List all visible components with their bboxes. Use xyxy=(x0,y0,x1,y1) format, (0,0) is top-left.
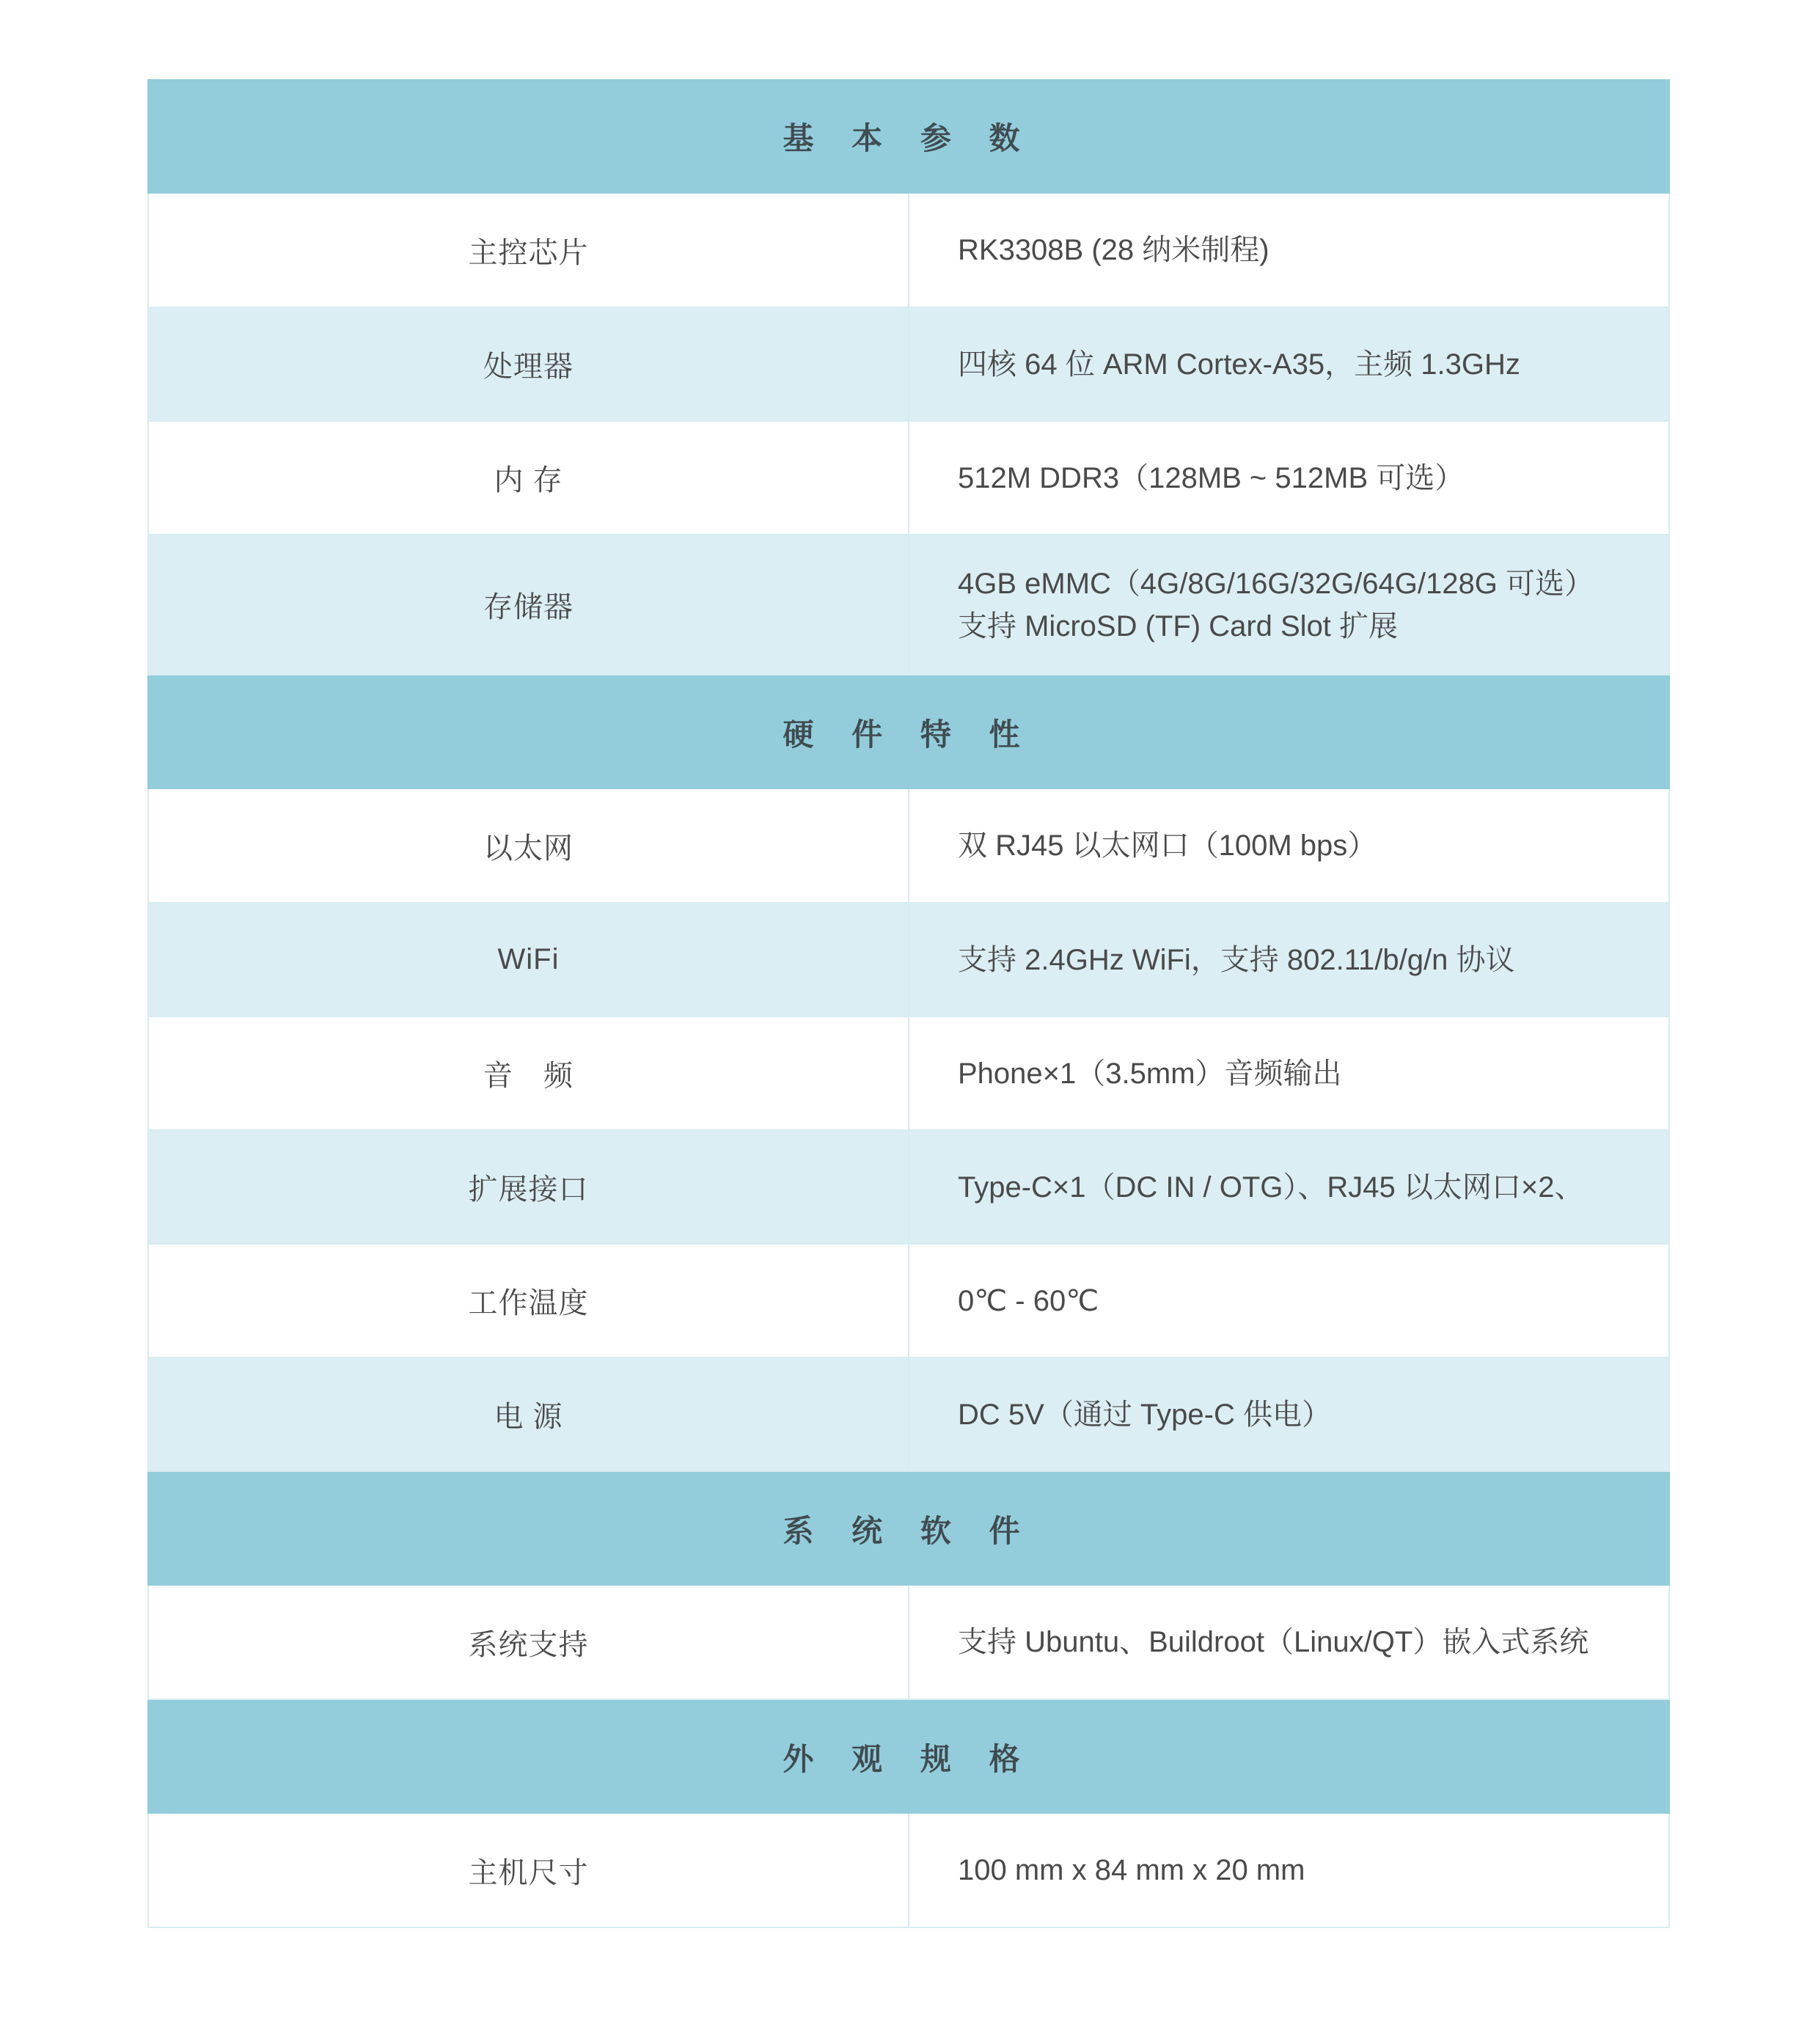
spec-label-cell xyxy=(148,1358,909,1471)
spec-value-cell xyxy=(909,421,1669,535)
spec-row xyxy=(148,1016,1669,1130)
spec-value-cell xyxy=(909,789,1669,903)
spec-label-cell xyxy=(148,1586,909,1699)
spec-row xyxy=(148,535,1669,675)
spec-value-line: 512M DDR3（128MB ~ 512MB 可选） xyxy=(958,461,1465,494)
spec-label-cell xyxy=(148,535,909,675)
section-header-row xyxy=(148,79,1669,194)
spec-row xyxy=(148,421,1669,535)
spec-label-cell xyxy=(148,421,909,535)
spec-row xyxy=(148,789,1669,903)
spec-value-line: 4GB eMMC（4G/8G/16G/32G/64G/128G 可选） xyxy=(958,567,1594,600)
spec-label: 主机尺寸 xyxy=(468,1856,589,1889)
spec-label: 内 存 xyxy=(494,464,563,497)
spec-label: 处理器 xyxy=(483,351,574,383)
spec-value-cell xyxy=(909,194,1669,307)
spec-table xyxy=(147,79,1670,1928)
spec-value-line: 支持 Ubuntu、Buildroot（Linux/QT）嵌入式系统 xyxy=(958,1626,1589,1658)
spec-value-line: 0℃ - 60℃ xyxy=(958,1284,1099,1317)
spec-value-cell xyxy=(909,1586,1669,1699)
spec-value-line: 支持 2.4GHz WiFi，支持 802.11/b/g/n 协议 xyxy=(958,943,1515,976)
spec-label-cell xyxy=(148,1130,909,1244)
spec-row xyxy=(148,1130,1669,1244)
spec-value-cell xyxy=(909,307,1669,421)
spec-value-line: DC 5V（通过 Type-C 供电） xyxy=(958,1398,1331,1431)
spec-value-cell xyxy=(909,1016,1669,1130)
spec-row xyxy=(148,307,1669,421)
spec-value-cell xyxy=(909,1358,1669,1471)
spec-value-line: 双 RJ45 以太网口（100M bps） xyxy=(958,829,1377,862)
spec-label: 系统支持 xyxy=(468,1628,589,1661)
spec-label-cell xyxy=(148,1814,909,1927)
spec-row xyxy=(148,903,1669,1016)
spec-value-line: 四核 64 位 ARM Cortex-A35，主频 1.3GHz xyxy=(958,348,1520,381)
spec-label-cell xyxy=(148,1016,909,1130)
spec-label-cell xyxy=(148,903,909,1016)
spec-value-line: Type-C×1（DC IN / OTG）、RJ45 以太网口×2、 xyxy=(958,1171,1584,1204)
spec-label: 扩展接口 xyxy=(468,1173,589,1206)
spec-value-line: 支持 MicroSD (TF) Card Slot 扩展 xyxy=(958,609,1399,642)
spec-label: 工作温度 xyxy=(468,1287,589,1319)
spec-value-cell xyxy=(909,1130,1669,1244)
spec-label: WiFi xyxy=(497,943,560,975)
spec-value-line: RK3308B (28 纳米制程) xyxy=(958,234,1269,266)
spec-label-cell xyxy=(148,194,909,307)
section-header-row xyxy=(148,675,1669,789)
spec-row xyxy=(148,1814,1669,1927)
spec-value-line: Phone×1（3.5mm）音频输出 xyxy=(958,1057,1342,1090)
spec-value-cell xyxy=(909,903,1669,1016)
section-title: 外 观 规 格 xyxy=(148,1699,1669,1814)
spec-label: 存储器 xyxy=(483,591,574,623)
spec-row xyxy=(148,1586,1669,1699)
section-title: 基 本 参 数 xyxy=(148,79,1669,194)
spec-row xyxy=(148,1358,1669,1471)
section-header-row xyxy=(148,1699,1669,1814)
section-title: 硬 件 特 性 xyxy=(148,675,1669,789)
spec-value-cell xyxy=(909,535,1669,675)
spec-label: 以太网 xyxy=(483,832,574,865)
spec-table-body xyxy=(148,79,1669,1927)
spec-value-cell xyxy=(909,1244,1669,1358)
spec-label-cell xyxy=(148,1244,909,1358)
spec-label: 主控芯片 xyxy=(468,236,589,269)
spec-value-line: 100 mm x 84 mm x 20 mm xyxy=(958,1854,1305,1886)
spec-row xyxy=(148,1244,1669,1358)
spec-label-cell xyxy=(148,789,909,903)
spec-label: 电 源 xyxy=(494,1401,563,1433)
section-header-row xyxy=(148,1471,1669,1586)
spec-row xyxy=(148,194,1669,307)
spec-label: 音 频 xyxy=(483,1060,574,1092)
spec-label-cell xyxy=(148,307,909,421)
section-title: 系 统 软 件 xyxy=(148,1471,1669,1586)
spec-value-cell xyxy=(909,1814,1669,1927)
